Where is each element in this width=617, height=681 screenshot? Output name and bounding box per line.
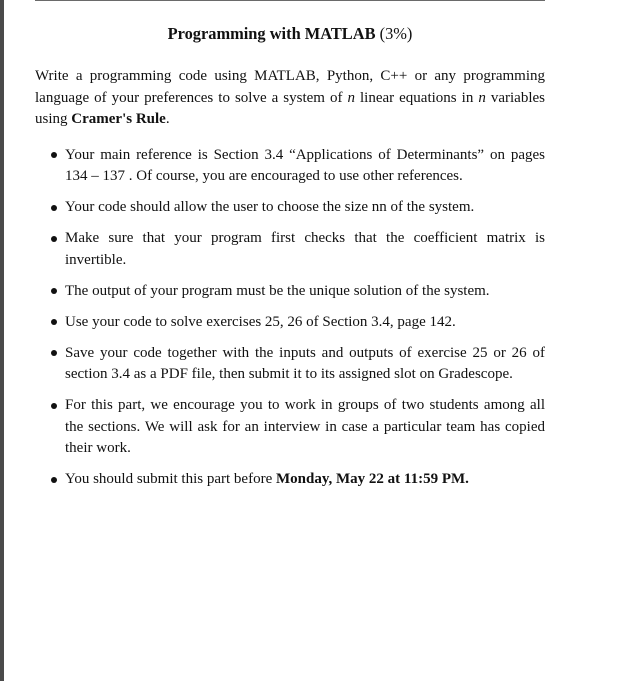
variable-n: n [478, 89, 486, 106]
list-item [35, 281, 545, 303]
intro-text-3: variables using [35, 89, 545, 127]
list-item-text: Make sure that your program first checks that the coefficient matrix is invertible. [65, 230, 545, 268]
cramers-rule-emphasis: Cramer's Rule [71, 111, 166, 127]
list-item-text: The output of your program must be the unique solution of the system. [65, 282, 490, 299]
bullet-dot [51, 319, 57, 325]
list-item [35, 395, 545, 460]
document-page [35, 22, 545, 500]
bullet-dot [51, 350, 57, 356]
list-item-text: Your code should allow the user to choose the size nn of the system. [65, 199, 475, 215]
section-title-text: Programming with MATLAB [167, 24, 376, 43]
list-item-text: Use your code to solve exercises 25, 26 of Section 3.4, page 142. [65, 313, 456, 330]
intro-text-1: Write a programming code using MATLAB, Python, C++ or any programming language of your preferences to solve a system of [35, 68, 545, 106]
list-item [35, 343, 545, 386]
list-item [35, 469, 545, 491]
deadline-prefix: You should submit this part before [65, 471, 276, 487]
list-item-text: Your main reference is Section 3.4 “Applications of Determinants” on pages 134 – 137 . Of course, you are encouraged to use other references. [65, 146, 545, 184]
bullet-dot [51, 403, 57, 409]
bullet-dot [51, 205, 57, 211]
list-item [35, 312, 545, 334]
list-item [35, 145, 545, 188]
list-item-text: For this part, we encourage you to work in groups of two students among all the sections. We will ask for an interview in case a particular team has copied their work. [65, 397, 545, 456]
requirements-list [35, 145, 545, 491]
section-title-weight: (3%) [379, 24, 413, 43]
variable-n: n [347, 89, 355, 106]
list-item-text: Save your code together with the inputs and outputs of exercise 25 or 26 of section 3.4 as a PDF file, then submit it to its assigned slot on Gradescope. [65, 344, 545, 382]
list-item [35, 197, 545, 219]
intro-text-4: . [165, 111, 170, 127]
intro-text-2: linear equations in [354, 89, 479, 106]
list-item [35, 228, 545, 271]
bullet-dot [51, 236, 57, 242]
intro-paragraph [35, 66, 545, 131]
page-top-rule [35, 0, 545, 1]
section-title [35, 22, 545, 46]
bullet-dot [51, 477, 57, 483]
viewer-left-edge [0, 0, 4, 681]
deadline-date: Monday, May 22 at 11:59 PM. [275, 471, 469, 487]
bullet-dot [51, 152, 57, 158]
bullet-dot [51, 288, 57, 294]
